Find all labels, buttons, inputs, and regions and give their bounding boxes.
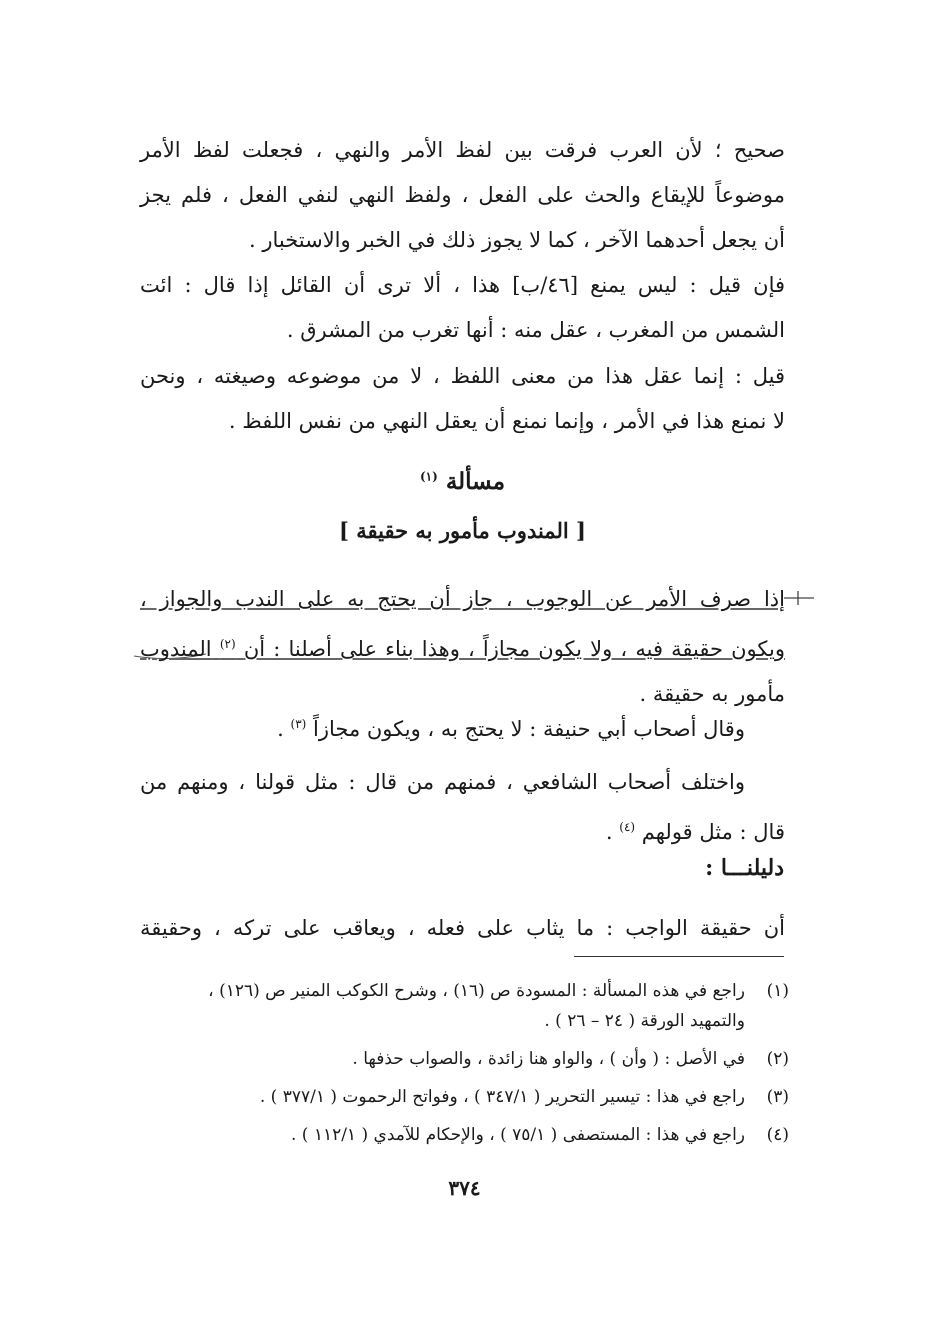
footnote-number: (٣) — [766, 1087, 789, 1107]
paragraph-1 — [140, 128, 785, 263]
text-line: وقال أصحاب أبي حنيفة : لا يحتج به ، ويكون مجازاً $^{(٣)}$ . — [277, 717, 745, 741]
footnote-text: والتمهيد الورقة ( ٢٤ – ٢٦ ) . — [544, 1011, 745, 1031]
text-line: لا نمنع هذا في الأمر ، وإنما نمنع أن يعقل النهي من نفس اللفظ . — [228, 409, 785, 433]
text-line: الشمس من المغرب ، عقل منه : أنها تغرب من المشرق . — [286, 318, 785, 342]
text-line: قال : مثل قولهم $^{(٤)}$ . — [605, 820, 785, 844]
footnote-ref: (٢) — [219, 637, 236, 651]
margin-plus-mark — [780, 588, 820, 608]
text-line: ويكون حقيقة فيه ، ولا يكون مجازاً ، وهذا بناء على أصلنا : أن $^{(٢)}$ المندوب — [140, 637, 785, 661]
paragraph-7 — [140, 906, 785, 951]
footnote-ref: (٣) — [290, 717, 307, 731]
footnote-number: (٢) — [766, 1049, 789, 1069]
text-line: أن حقيقة الواجب : ما يثاب على فعله ، ويعاقب على تركه ، وحقيقة — [140, 916, 785, 940]
footnote-4 — [129, 1120, 789, 1150]
footnote-divider — [574, 956, 784, 957]
footnote-3 — [129, 1082, 789, 1112]
text-line: موضوعاً للإيقاع والحث على الفعل ، ولفظ النهي لنفي الفعل ، فلم يجز — [140, 183, 785, 207]
footnote-text: في الأصل : ( وأن ) ، والواو هنا زائدة ، والصواب حذفها . — [352, 1049, 745, 1069]
text-line: أن يجعل أحدهما الآخر ، كما لا يجوز ذلك في الخبر والاستخبار . — [248, 228, 785, 252]
text-line: مأمور به حقيقة . — [639, 682, 785, 706]
text-line: صحيح ؛ لأن العرب فرقت بين لفظ الأمر والنهي ، فجعلت لفظ الأمر — [140, 138, 785, 162]
paragraph-4 — [140, 577, 785, 717]
paragraph-3 — [140, 354, 785, 444]
text-line: فإن قيل : ليس يمنع [٤٦/ب] هذا ، ألا ترى أن القائل إذا قال : ائت — [140, 273, 786, 297]
footnote-text: راجع في هذا : المستصفى ( ٧٥/١ ) ، والإحكام للآمدي ( ١١٢/١ ) . — [290, 1125, 745, 1145]
page-number: ٣٧٤ — [448, 1176, 481, 1200]
footnote-ref: (٤) — [619, 820, 636, 834]
section-title: مسألة $^{(١)}$ — [419, 468, 506, 495]
section-subtitle: [ المندوب مأمور به حقيقة ] — [339, 518, 586, 543]
footnote-1 — [129, 976, 789, 1036]
footnote-text: راجع في هذه المسألة : المسودة ص (١٦) ، وشرح الكوكب المنير ص (١٢٦) ، — [208, 981, 745, 1001]
paragraph-5 — [140, 702, 785, 752]
footnote-number: (١) — [766, 981, 789, 1001]
paragraph-6 — [140, 760, 785, 855]
text-line: واختلف أصحاب الشافعي ، فمنهم من قال : مثل قولنا ، ومنهم من — [140, 770, 745, 794]
footnote-text: راجع في هذا : تيسير التحرير ( ٣٤٧/١ ) ، وفواتح الرحموت ( ٣٧٧/١ ) . — [259, 1087, 745, 1107]
footnote-2 — [129, 1044, 789, 1074]
footnote-number: (٤) — [766, 1125, 789, 1145]
footnote-ref: (١) — [419, 469, 438, 484]
text-line: قيل : إنما عقل هذا من معنى اللفظ ، لا من موضوعه وصيغته ، ونحن — [140, 364, 785, 388]
paragraph-2 — [140, 263, 785, 353]
text-line: إذا صرف الأمر عن الوجوب ، جاز أن يحتج به على الندب والجواز ، — [140, 587, 785, 611]
evidence-heading: دليلنـــا : — [705, 855, 784, 881]
